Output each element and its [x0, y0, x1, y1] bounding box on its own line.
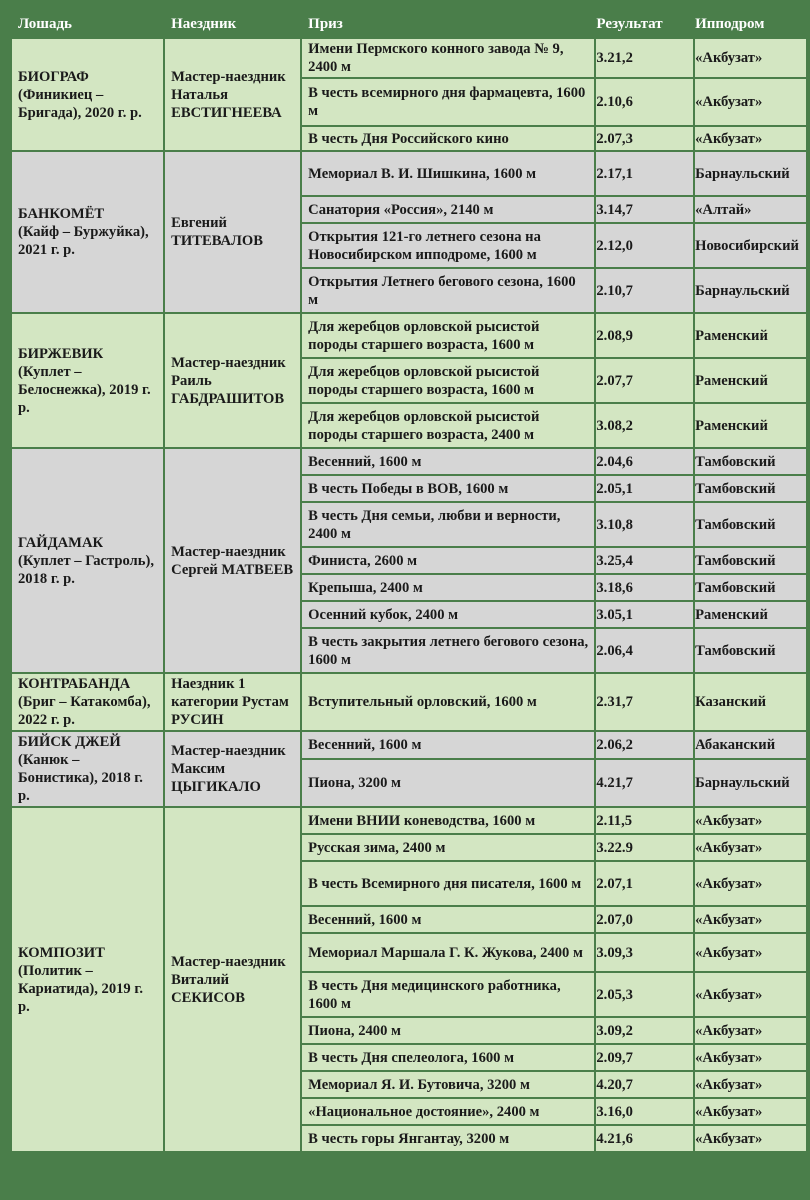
- horse-name: БИЙСК ДЖЕЙ: [18, 734, 121, 750]
- horse-pedigree: (Финикиец – Бригада), 2020 г. р.: [18, 86, 142, 121]
- hippodrome-cell: «Акбузат»: [695, 1045, 806, 1070]
- result-cell: 3.08,2: [596, 404, 693, 447]
- hippodrome-cell: «Акбузат»: [695, 1099, 806, 1124]
- hippodrome-cell: «Акбузат»: [695, 1018, 806, 1043]
- horse-pedigree: (Куплет – Белоснежка), 2019 г. р.: [18, 363, 151, 416]
- rider-cell: Евгений ТИТЕВАЛОВ: [165, 152, 300, 312]
- result-cell: 2.07,7: [596, 359, 693, 402]
- prize-cell: Пиона, 3200 м: [302, 760, 594, 806]
- prize-cell: В честь Дня Российского кино: [302, 127, 594, 150]
- result-cell: 2.10,7: [596, 269, 693, 312]
- table-row: [12, 314, 806, 357]
- race-results-table: [10, 9, 808, 1153]
- hippodrome-cell: Казанский: [695, 674, 806, 730]
- prize-cell: «Национальное достояние», 2400 м: [302, 1099, 594, 1124]
- prize-cell: В честь всемирного дня фармацевта, 1600 м: [302, 79, 594, 125]
- result-cell: 2.31,7: [596, 674, 693, 730]
- horse-cell: [12, 449, 163, 672]
- hippodrome-cell: «Акбузат»: [695, 39, 806, 77]
- result-cell: 2.05,1: [596, 476, 693, 501]
- horse-pedigree: (Кайф – Буржуйка), 2021 г. р.: [18, 224, 149, 258]
- prize-cell: Имени Пермского конного завода № 9, 2400 м: [302, 39, 594, 77]
- horse-pedigree: (Бриг – Катакомба), 2022 г. р.: [18, 694, 151, 728]
- horse-cell: [12, 152, 163, 312]
- hippodrome-cell: Новосибирский: [695, 224, 806, 267]
- table-header-row: [12, 11, 806, 37]
- horse-cell: [12, 808, 163, 1151]
- hippodrome-cell: Тамбовский: [695, 449, 806, 474]
- table-row: [12, 732, 806, 758]
- hippodrome-cell: Раменский: [695, 602, 806, 627]
- result-cell: 3.25,4: [596, 548, 693, 573]
- result-cell: 2.17,1: [596, 152, 693, 195]
- hippodrome-cell: Тамбовский: [695, 575, 806, 600]
- header-rider: Наездник: [165, 11, 300, 37]
- prize-cell: В честь Дня семьи, любви и верности, 2400 м: [302, 503, 594, 546]
- horse-pedigree: (Куплет – Гастроль), 2018 г. р.: [18, 552, 154, 587]
- horse-name: БИРЖЕВИК: [18, 345, 104, 362]
- hippodrome-cell: Раменский: [695, 404, 806, 447]
- hippodrome-cell: Абаканский: [695, 732, 806, 758]
- rider-cell: Наездник 1 категории Рустам РУСИН: [165, 674, 300, 730]
- prize-cell: Весенний, 1600 м: [302, 732, 594, 758]
- prize-cell: Финиста, 2600 м: [302, 548, 594, 573]
- result-cell: 2.10,6: [596, 79, 693, 125]
- result-cell: 2.07,3: [596, 127, 693, 150]
- hippodrome-cell: Раменский: [695, 359, 806, 402]
- horse-cell: [12, 674, 163, 730]
- result-cell: 3.14,7: [596, 197, 693, 222]
- prize-cell: Имени ВНИИ коневодства, 1600 м: [302, 808, 594, 833]
- header-prize: Приз: [302, 11, 594, 37]
- result-cell: 3.09,3: [596, 934, 693, 971]
- hippodrome-cell: «Акбузат»: [695, 862, 806, 905]
- table-row: [12, 808, 806, 833]
- result-cell: 3.10,8: [596, 503, 693, 546]
- table-row: [12, 449, 806, 474]
- horse-name: ГАЙДАМАК: [18, 534, 104, 551]
- hippodrome-cell: «Акбузат»: [695, 934, 806, 971]
- header-hippodrome: Ипподром: [695, 11, 806, 37]
- prize-cell: Весенний, 1600 м: [302, 449, 594, 474]
- horse-name: БИОГРАФ: [18, 68, 89, 85]
- horse-cell: [12, 314, 163, 447]
- prize-cell: В честь закрытия летнего бегового сезона, 1600 м: [302, 629, 594, 672]
- result-cell: 2.06,4: [596, 629, 693, 672]
- prize-cell: Крепыша, 2400 м: [302, 575, 594, 600]
- result-cell: 4.21,6: [596, 1126, 693, 1151]
- hippodrome-cell: «Акбузат»: [695, 808, 806, 833]
- result-cell: 3.22.9: [596, 835, 693, 860]
- hippodrome-cell: «Акбузат»: [695, 1126, 806, 1151]
- hippodrome-cell: Барнаульский: [695, 269, 806, 312]
- prize-cell: Для жеребцов орловской рысистой породы старшего возраста, 1600 м: [302, 359, 594, 402]
- table-row: [12, 152, 806, 195]
- prize-cell: Для жеребцов орловской рысистой породы старшего возраста, 1600 м: [302, 314, 594, 357]
- rider-cell: Мастер-наездник Сергей МАТВЕЕВ: [165, 449, 300, 672]
- horse-name: КОНТРАБАНДА: [18, 676, 131, 692]
- result-cell: 3.05,1: [596, 602, 693, 627]
- prize-cell: В честь горы Янгантау, 3200 м: [302, 1126, 594, 1151]
- result-cell: 2.08,9: [596, 314, 693, 357]
- table-row: [12, 674, 806, 730]
- prize-cell: Мемориал Маршала Г. К. Жукова, 2400 м: [302, 934, 594, 971]
- result-cell: 3.09,2: [596, 1018, 693, 1043]
- horse-cell: [12, 732, 163, 806]
- prize-cell: В честь Победы в ВОВ, 1600 м: [302, 476, 594, 501]
- hippodrome-cell: Барнаульский: [695, 760, 806, 806]
- result-cell: 4.21,7: [596, 760, 693, 806]
- prize-cell: Санатория «Россия», 2140 м: [302, 197, 594, 222]
- prize-cell: Мемориал Я. И. Бутовича, 3200 м: [302, 1072, 594, 1097]
- prize-cell: Осенний кубок, 2400 м: [302, 602, 594, 627]
- hippodrome-cell: «Акбузат»: [695, 79, 806, 125]
- header-horse: Лошадь: [12, 11, 163, 37]
- rider-cell: Мастер-наездник Максим ЦЫГИКАЛО: [165, 732, 300, 806]
- table-body: [12, 39, 806, 1151]
- prize-cell: В честь Дня медицинского работника, 1600 м: [302, 973, 594, 1016]
- prize-cell: Весенний, 1600 м: [302, 907, 594, 932]
- prize-cell: Для жеребцов орловской рысистой породы старшего возраста, 2400 м: [302, 404, 594, 447]
- horse-pedigree: (Канюк – Бонистика), 2018 г. р.: [18, 752, 143, 804]
- prize-cell: Мемориал В. И. Шишкина, 1600 м: [302, 152, 594, 195]
- hippodrome-cell: Раменский: [695, 314, 806, 357]
- result-cell: 2.06,2: [596, 732, 693, 758]
- hippodrome-cell: «Акбузат»: [695, 1072, 806, 1097]
- prize-cell: Открытия Летнего бегового сезона, 1600 м: [302, 269, 594, 312]
- hippodrome-cell: «Акбузат»: [695, 127, 806, 150]
- result-cell: 2.09,7: [596, 1045, 693, 1070]
- rider-cell: Мастер-наездник Раиль ГАБДРАШИТОВ: [165, 314, 300, 447]
- horse-cell: [12, 39, 163, 150]
- prize-cell: В честь Дня спелеолога, 1600 м: [302, 1045, 594, 1070]
- hippodrome-cell: «Акбузат»: [695, 907, 806, 932]
- result-cell: 3.16,0: [596, 1099, 693, 1124]
- prize-cell: Русская зима, 2400 м: [302, 835, 594, 860]
- header-result: Результат: [596, 11, 693, 37]
- result-cell: 4.20,7: [596, 1072, 693, 1097]
- hippodrome-cell: «Алтай»: [695, 197, 806, 222]
- prize-cell: Вступительный орловский, 1600 м: [302, 674, 594, 730]
- result-cell: 2.05,3: [596, 973, 693, 1016]
- rider-cell: Мастер-наездник Виталий СЕКИСОВ: [165, 808, 300, 1151]
- horse-name: КОМПОЗИТ: [18, 944, 105, 961]
- result-cell: 2.07,1: [596, 862, 693, 905]
- hippodrome-cell: Барнаульский: [695, 152, 806, 195]
- hippodrome-cell: «Акбузат»: [695, 973, 806, 1016]
- rider-cell: Мастер-наездник Наталья ЕВСТИГНЕЕВА: [165, 39, 300, 150]
- result-cell: 2.07,0: [596, 907, 693, 932]
- result-cell: 2.11,5: [596, 808, 693, 833]
- prize-cell: В честь Всемирного дня писателя, 1600 м: [302, 862, 594, 905]
- hippodrome-cell: Тамбовский: [695, 629, 806, 672]
- result-cell: 3.18,6: [596, 575, 693, 600]
- prize-cell: Пиона, 2400 м: [302, 1018, 594, 1043]
- hippodrome-cell: Тамбовский: [695, 476, 806, 501]
- horse-pedigree: (Политик – Кариатида), 2019 г. р.: [18, 962, 144, 1015]
- result-cell: 2.04,6: [596, 449, 693, 474]
- prize-cell: Открытия 121-го летнего сезона на Новосибирском ипподроме, 1600 м: [302, 224, 594, 267]
- result-cell: 2.12,0: [596, 224, 693, 267]
- hippodrome-cell: Тамбовский: [695, 548, 806, 573]
- result-cell: 3.21,2: [596, 39, 693, 77]
- table-row: [12, 39, 806, 77]
- hippodrome-cell: Тамбовский: [695, 503, 806, 546]
- hippodrome-cell: «Акбузат»: [695, 835, 806, 860]
- horse-name: БАНКОМЁТ: [18, 206, 105, 222]
